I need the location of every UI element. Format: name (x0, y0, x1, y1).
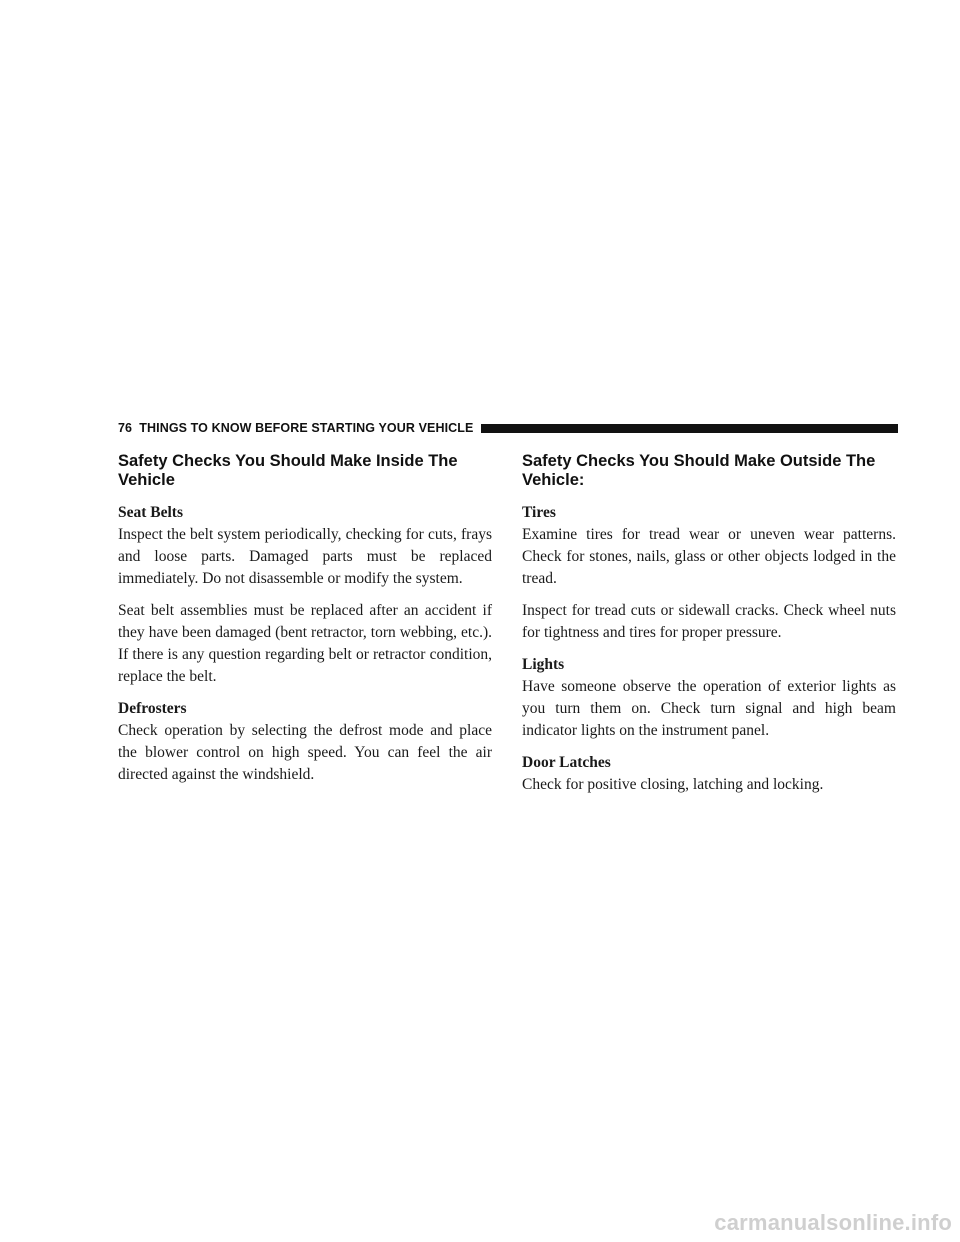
header-rule (481, 424, 898, 433)
lights-heading: Lights (522, 656, 565, 673)
defrosters-heading: Defrosters (118, 700, 187, 717)
outside-checks-heading: Safety Checks You Should Make Outside The Vehicle: (522, 452, 876, 489)
defrosters-paragraph: Check operation by selecting the defrost mode and place the blower control on high speed. You can feel the air directed against the windshield. (118, 722, 492, 783)
tires-paragraph-1: Examine tires for tread wear or uneven wear patterns. Check for stones, nails, glass or other objects lodged in the tread. (522, 526, 896, 587)
door-latches-paragraph: Check for positive closing, latching and locking. (522, 776, 824, 793)
header-text (118, 421, 473, 435)
inside-checks-heading: Safety Checks You Should Make Inside The Vehicle (118, 452, 458, 489)
right-column (522, 452, 896, 796)
chapter-title: THINGS TO KNOW BEFORE STARTING YOUR VEHICLE (139, 421, 474, 435)
seat-belts-paragraph-2: Seat belt assemblies must be replaced after an accident if they have been damaged (bent retractor, torn webbing, etc.). If there is any question regarding belt or retractor condition, replace the belt. (118, 602, 492, 685)
lights-paragraph: Have someone observe the operation of exterior lights as you turn them on. Check turn signal and high beam indicator lights on the instrument panel. (522, 678, 896, 739)
site-watermark: carmanualsonline.info (714, 1210, 952, 1235)
seat-belts-heading: Seat Belts (118, 504, 184, 521)
tires-paragraph-2: Inspect for tread cuts or sidewall cracks. Check wheel nuts for tightness and tires for proper pressure. (522, 602, 896, 641)
left-column (118, 452, 492, 786)
tires-heading: Tires (522, 504, 556, 521)
door-latches-heading: Door Latches (522, 754, 611, 771)
page-number: 76 (118, 421, 133, 435)
seat-belts-paragraph-1: Inspect the belt system periodically, checking for cuts, frays and loose parts. Damaged parts must be replaced immediately. Do not disassemble or modify the system. (118, 526, 492, 587)
page-header (118, 421, 898, 435)
